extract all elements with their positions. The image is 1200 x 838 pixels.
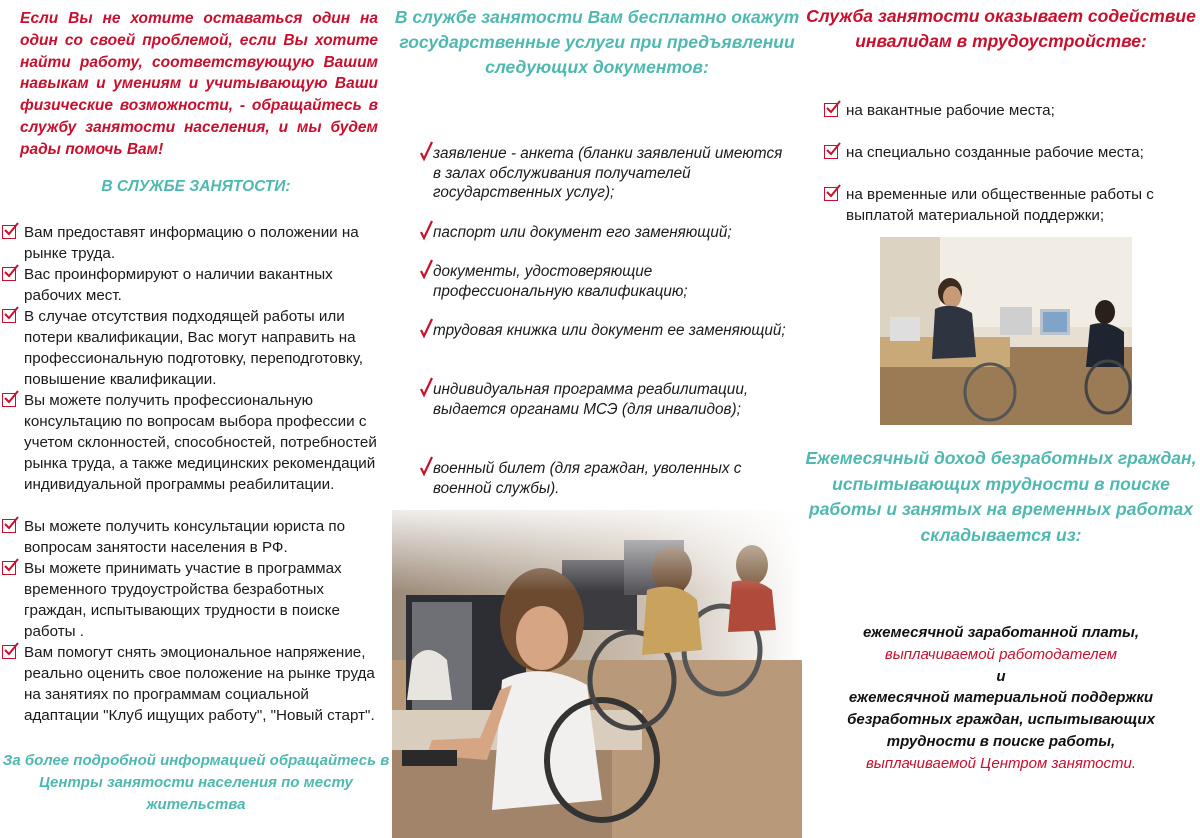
employment-list (822, 100, 1194, 226)
checkbox-icon (2, 561, 16, 575)
list-item-text: Вы можете принимать участие в программах временного трудоустройства безработных граждан, испытывающих трудности в поиске работы . (24, 560, 342, 640)
list-item (0, 642, 380, 747)
income-details (802, 622, 1200, 775)
list-item (0, 390, 380, 516)
list-item (822, 142, 1194, 184)
list-item (822, 184, 1194, 226)
check-mark-icon (420, 317, 433, 339)
documents-heading: В службе занятости Вам бесплатно окажут государственные услуги при предъявлении следующих документов: (394, 7, 800, 77)
checkbox-icon (824, 187, 838, 201)
list-item-text: индивидуальная программа реабилитации, выдается органами МСЭ (для инвалидов); (433, 381, 749, 418)
list-item-text: В случае отсутствия подходящей работы или потери квалификации, Вас могут направить на профессиональную подготовку, переподготовку, повышение квалификации. (24, 308, 364, 388)
check-mark-icon (420, 455, 433, 477)
services-list (0, 222, 380, 747)
checkbox-icon (2, 393, 16, 407)
list-item (420, 144, 792, 203)
list-item (420, 459, 792, 498)
list-item-text: на специально созданные рабочие места; (846, 144, 1144, 161)
income-line-center: выплачиваемой Центром занятости. (865, 754, 1137, 772)
checkbox-icon (824, 103, 838, 117)
list-item (0, 306, 380, 390)
contact-footer: За более подробной информацией обращайтесь в Центры занятости населения по месту жительства (2, 752, 390, 813)
list-item (0, 558, 380, 642)
documents-list (420, 144, 792, 498)
list-item-text: Вам помогут снять эмоциональное напряжение, реально оценить свое положение на рынке труда на занятиях по программам социальной адаптации "Клуб ищущих работу", "Новый старт". (24, 644, 375, 724)
list-item-text: заявление - анкета (бланки заявлений имеются в залах обслуживания получателей государственных услуг); (433, 145, 783, 201)
income-line-and: и (996, 667, 1006, 685)
workplace-photo (880, 237, 1132, 425)
check-mark-icon (420, 376, 433, 398)
office-photo (392, 510, 802, 838)
list-item-text: документы, удостоверяющие профессиональную квалификацию; (433, 263, 688, 300)
checkbox-icon (2, 519, 16, 533)
list-item-text: военный билет (для граждан, уволенных с военной службы). (433, 460, 742, 497)
checkbox-icon (2, 225, 16, 239)
left-panel (0, 0, 392, 838)
list-item (420, 262, 792, 301)
list-item (822, 100, 1194, 142)
check-mark-icon (420, 258, 433, 280)
list-item-text: трудовая книжка или документ ее заменяющий; (433, 322, 786, 339)
income-heading: Ежемесячный доход безработных граждан, испытывающих трудности в поиске работы и занятых на временных работах складывается из: (805, 448, 1197, 545)
income-line-salary: ежемесячной заработанной платы, (862, 624, 1140, 641)
employment-heading: Служба занятости оказывает содействие инвалидам в трудоустройстве: (806, 6, 1196, 51)
checkbox-icon (2, 267, 16, 281)
list-item (420, 380, 792, 439)
list-item (0, 516, 380, 558)
list-item-text: Вы можете получить консультации юриста по вопросам занятости населения в РФ. (24, 518, 346, 556)
income-line-employer: выплачиваемой работодателем (884, 645, 1118, 663)
intro-text: Если Вы не хотите оставаться один на один со своей проблемой, если Вы хотите найти работу, соответствующую Вашим навыкам и умениям и учитывающую Ваши физические возможности, - обращайтесь в службу занятости населения, и мы будем рады помочь Вам! (20, 10, 378, 158)
right-panel (802, 0, 1200, 838)
check-mark-icon (420, 219, 433, 241)
checkbox-icon (824, 145, 838, 159)
list-item (420, 321, 792, 360)
list-item-text: Вам предоставят информацию о положении на рынке труда. (24, 224, 359, 262)
list-item-text: на временные или общественные работы с выплатой материальной поддержки; (846, 186, 1154, 224)
list-item-text: Вас проинформируют о наличии вакантных рабочих мест. (24, 266, 333, 304)
list-item (0, 222, 380, 264)
income-line-support: ежемесячной материальной поддержки безработных граждан, испытывающих трудности в поиске работы, (847, 689, 1155, 750)
services-heading: В СЛУЖБЕ ЗАНЯТОСТИ: (101, 178, 291, 195)
list-item (420, 223, 792, 262)
list-item-text: Вы можете получить профессиональную консультацию по вопросам выбора профессии с учетом склонностей, способностей, потребностей рынка труда, а также медицинских рекомендаций индивидуальной программы реабилитации. (24, 392, 377, 493)
list-item (0, 264, 380, 306)
middle-panel (392, 0, 802, 838)
checkbox-icon (2, 645, 16, 659)
list-item-text: паспорт или документ его заменяющий; (433, 224, 732, 241)
check-mark-icon (420, 140, 433, 162)
list-item-text: на вакантные рабочие места; (846, 102, 1055, 119)
checkbox-icon (2, 309, 16, 323)
